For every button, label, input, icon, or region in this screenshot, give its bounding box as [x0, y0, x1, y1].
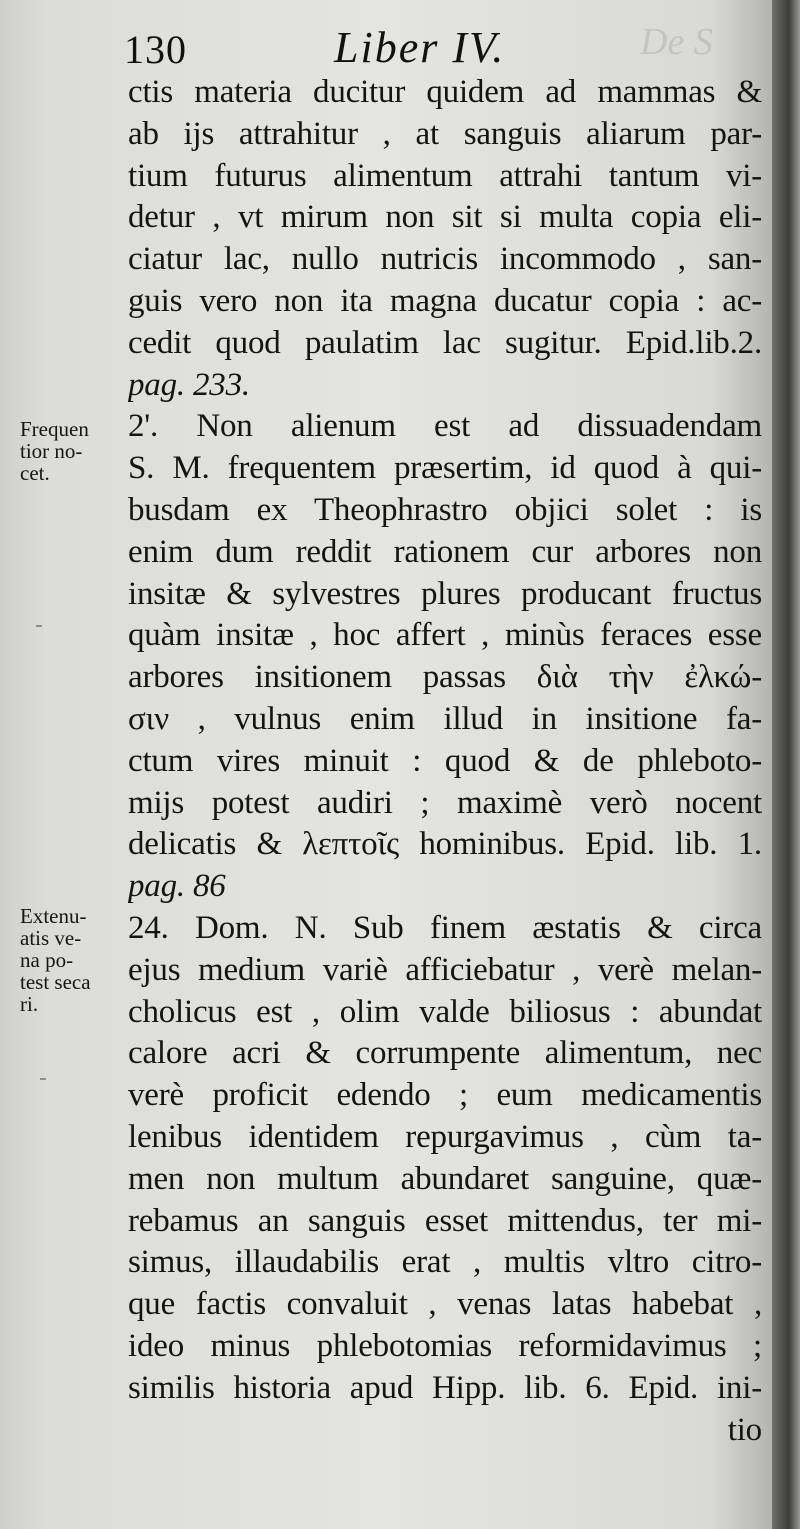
text-line: cholicus est , olim valde biliosus : abundat — [128, 993, 762, 1030]
text-line: simus, illaudabilis erat , multis vltro citro- — [128, 1244, 762, 1281]
margin-note-line: na po- — [20, 948, 74, 972]
text-line: 24. Dom. N. Sub finem æstatis & circa — [128, 909, 762, 946]
ink-speck — [36, 625, 42, 627]
ink-speck — [40, 1078, 46, 1080]
text-line: verè proficit edendo ; eum medicamentis — [128, 1077, 762, 1114]
page-edge-shadow — [772, 0, 800, 1529]
margin-note-line: ri. — [20, 992, 39, 1016]
text-line: ejus medium variè afficiebatur , verè melan- — [128, 951, 762, 988]
margin-note-line: cet. — [20, 461, 50, 485]
text-line: tio — [727, 1411, 762, 1448]
text-line: quàm insitæ , hoc affert , minùs feraces esse — [128, 617, 762, 654]
text-line: ctis materia ducitur quidem ad mammas & — [128, 74, 762, 110]
text-line: insitæ & sylvestres plures producant fructus — [128, 575, 762, 612]
text-line: pag. 233. — [128, 366, 250, 403]
margin-note-extenuatis — [20, 905, 124, 1015]
text-line: delicatis & λεπτοῖς hominibus. Epid. lib. 1. — [128, 826, 762, 863]
text-line: ab ijs attrahitur , at sanguis aliarum par- — [128, 115, 762, 152]
text-line: men non multum abundaret sanguine, quæ- — [128, 1160, 762, 1197]
text-line: arbores insitionem passas διὰ τὴν ἐλκώ- — [128, 659, 762, 696]
margin-note-line: tior no- — [20, 439, 83, 463]
text-line: S. M. frequentem præsertim, id quod à qui- — [128, 450, 762, 487]
margin-note-line: test seca — [20, 970, 91, 994]
margin-note-line: Frequen — [20, 417, 89, 441]
text-line: enim dum reddit rationem cur arbores non — [128, 533, 762, 570]
text-line: ciatur lac, nullo nutricis incommodo , san- — [128, 241, 762, 278]
text-line: guis vero non ita magna ducatur copia : ac- — [128, 282, 762, 319]
text-line: pag. 86 — [128, 868, 226, 905]
margin-note-line: Extenu- — [20, 904, 87, 928]
text-line: cedit quod paulatim lac sugitur. Epid.lib.2. — [128, 324, 762, 361]
page-header — [124, 22, 764, 78]
text-line: ideo minus phlebotomias reformidavimus ; — [128, 1327, 762, 1364]
page-number: 130 — [124, 27, 187, 72]
text-line: rebamus an sanguis esset mittendus, ter mi- — [128, 1202, 762, 1239]
bleed-through-text: De S — [640, 21, 713, 63]
text-line: lenibus identidem repurgavimus , cùm ta- — [128, 1118, 762, 1155]
text-line: que factis convaluit , venas latas habebat , — [128, 1286, 762, 1323]
margin-note-frequentior — [20, 418, 124, 484]
text-line: calore acri & corrumpente alimentum, nec — [128, 1035, 762, 1072]
margin-note-line: atis ve- — [20, 926, 82, 950]
text-line: mijs potest audiri ; maximè verò nocent — [128, 784, 762, 821]
text-line: busdam ex Theophrastro objici solet : is — [128, 491, 762, 528]
text-line: σιν , vulnus enim illud in insitione fa- — [128, 700, 762, 737]
text-line: similis historia apud Hipp. lib. 6. Epid. ini- — [128, 1369, 762, 1406]
running-title: Liber IV. — [334, 23, 506, 72]
body-text — [128, 72, 762, 1451]
text-line: detur , vt mirum non sit si multa copia eli- — [128, 199, 762, 236]
text-line: ctum vires minuit : quod & de phleboto- — [128, 742, 762, 779]
text-line: 2'. Non alienum est ad dissuadendam — [128, 408, 762, 445]
text-line: tium futurus alimentum attrahi tantum vi- — [128, 157, 762, 194]
